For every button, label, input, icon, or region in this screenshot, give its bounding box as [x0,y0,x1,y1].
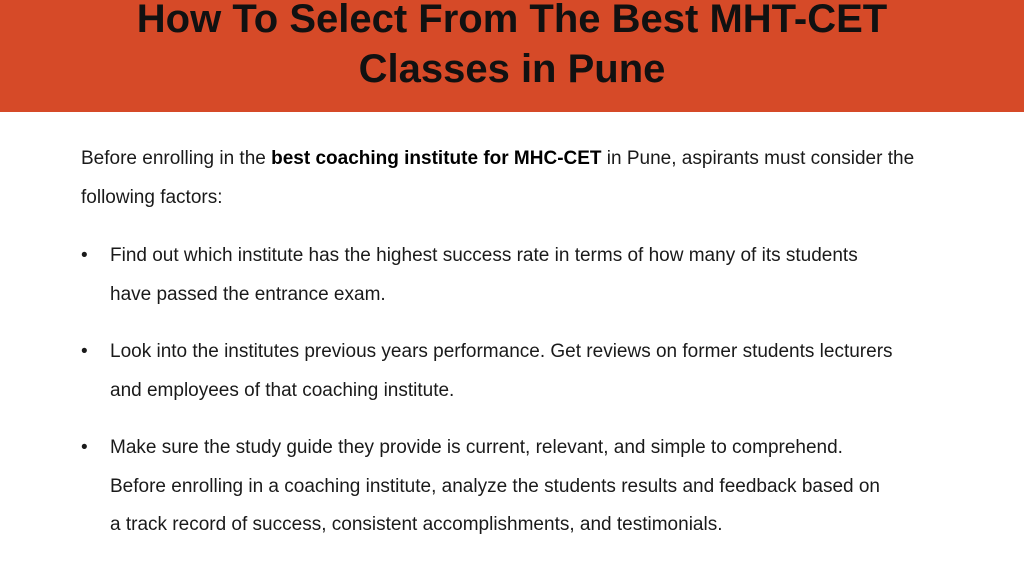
title-banner [0,0,1024,112]
title-line-1: How To Select From The Best MHT-CET [136,0,888,41]
intro-paragraph [81,140,921,217]
factor-list [81,237,921,545]
page-title [0,0,1024,94]
factor-text: Find out which institute has the highest success rate in terms of how many of its students have passed the entrance exam. [110,245,858,305]
list-item [81,237,895,314]
intro-emphasis: best coaching institute for MHC-CET [271,148,602,169]
factor-text: Make sure the study guide they provide is current, relevant, and simple to comprehend. Before enrolling in a coaching institute, analyze the students results and feedback based on a track record of success, consistent accomplishments, and testimonials. [110,437,881,535]
intro-text-after: in Pune, aspirants must consider the following factors: [81,148,915,208]
factor-text: Look into the institutes previous years performance. Get reviews on former students lecturers and employees of that coaching institute. [110,341,893,401]
title-line-2: Classes in Pune [358,47,666,91]
content-body [81,140,921,564]
list-item [81,333,895,410]
intro-text-before: Before enrolling in the [81,148,272,169]
bullet-icon: • [81,437,88,458]
list-item [81,429,895,545]
bullet-icon: • [81,245,88,266]
bullet-icon: • [81,341,88,362]
